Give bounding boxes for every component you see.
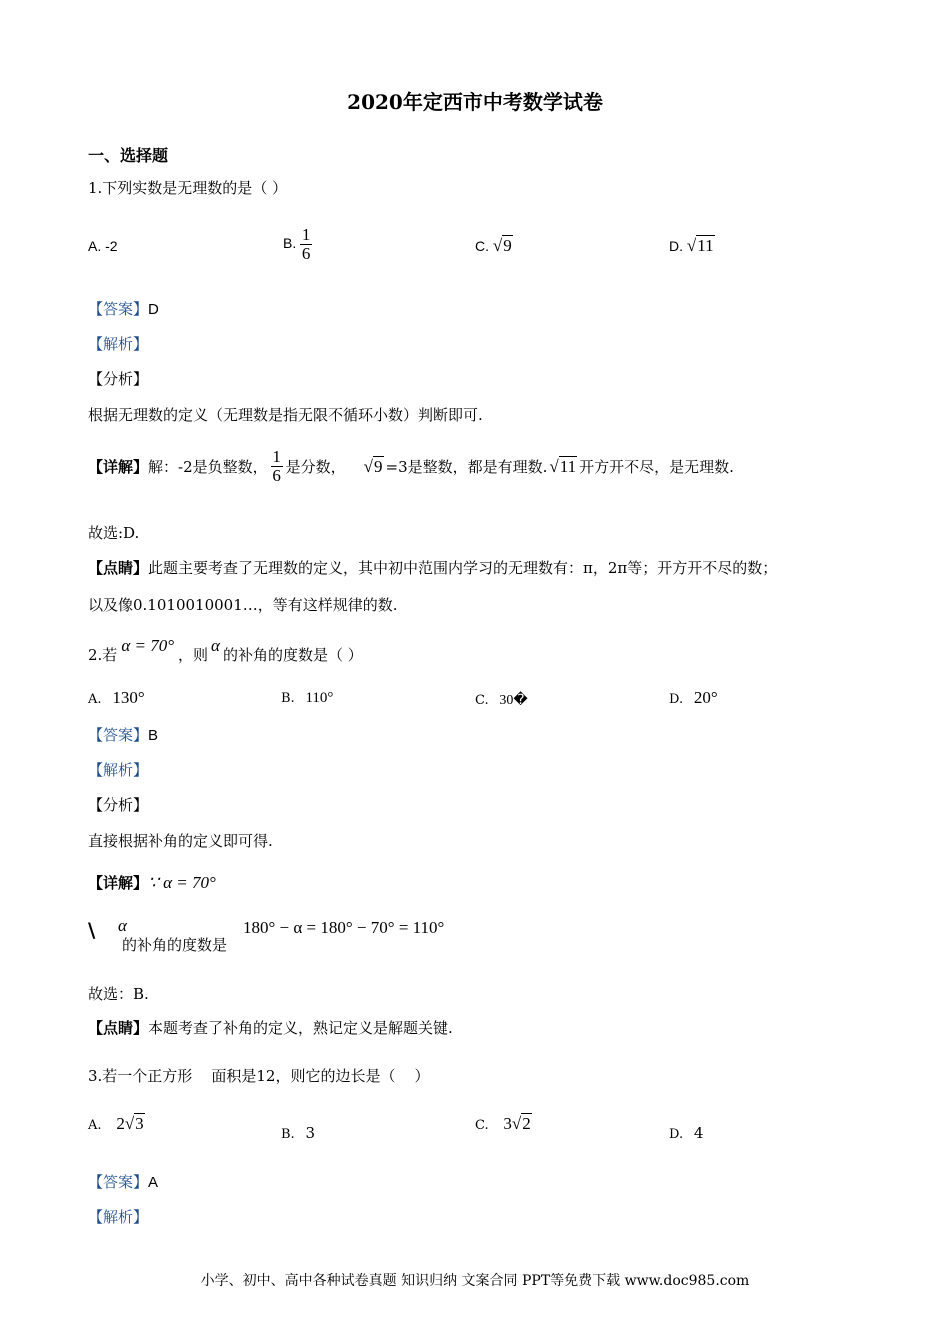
q1-point-line-2: 以及像0.1010010001…，等有这样规律的数. [88,596,398,614]
q2-stem-c: 的补角的度数是（ ） [222,646,363,664]
q3-answer [88,1171,158,1192]
q3-option-c-radicand: 2 [522,1114,531,1133]
q2-choose: 故选：B. [88,985,149,1003]
q1-option-b-fraction [300,226,312,263]
q3-option-c-value: 3√2 [503,1114,531,1133]
detail-text-2: 是分数， [285,458,346,476]
answer-tag: 【答案】 [88,727,149,744]
q2-option-a [88,688,145,708]
point-text-1: 此题主要考查了无理数的定义，其中初中范围内学习的无理数有：π，2π等；开方开不尽的数； [148,559,778,577]
q1-answer [88,298,159,319]
point-text: 本题考查了补角的定义，熟记定义是解题关键. [148,1019,453,1037]
detail-numerator: 1 [272,447,281,466]
q1-option-b-label: B. [283,235,297,252]
q2-stem-b: ，则 [178,646,209,664]
point-tag: 【点睛】 [88,559,149,577]
q1-option-d-label: D. [669,238,683,254]
q2-detail-text: 的补角的度数是 [122,936,228,954]
q2-option-c-label: C. [475,693,489,708]
q3-option-d [669,1124,703,1142]
q2-point [88,1017,453,1038]
detail-text-1: 解：-2是负整数， [148,458,268,476]
q1-option-c-radicand: 9 [503,236,512,255]
q2-alpha: α [118,916,127,935]
q1-stem: 1.下列实数是无理数的是（ ） [88,179,288,197]
q2-fenxi-text: 直接根据补角的定义即可得. [88,832,273,850]
q3-option-c-coef: 3 [503,1114,512,1133]
q2-analysis-tag: 【解析】 [88,762,149,779]
therefore-symbol: \ [88,918,96,942]
detail-radicand-2: 11 [559,456,577,476]
detail-text-3: =3是整数，都是有理数. [385,458,548,476]
q2-option-b-label: B. [281,691,295,706]
q3-option-c [475,1114,532,1134]
detail-radicand-1: 9 [374,456,383,476]
q1-fenxi-text: 根据无理数的定义（无理数是指无限不循环小数）判断即可. [88,406,483,424]
section-heading: 一、选择题 [88,146,169,165]
q2-option-b-value: 110° [305,690,334,706]
q1-analysis-tag: 【解析】 [88,336,149,353]
detail-tag: 【详解】 [88,458,149,476]
q1-option-c-label: C. [475,238,489,254]
q2-stem-a: 2.若 [88,646,118,664]
q2-stem-math: α = 70° [121,636,175,655]
q3-option-a-radicand: 3 [135,1114,144,1133]
q2-calc: 180° − α = 180° − 70° = 110° [243,918,445,937]
answer-tag: 【答案】 [88,301,149,318]
q2-answer [88,724,158,745]
q2-option-c-value: 30� [499,693,528,708]
q3-option-b [281,1124,315,1142]
q3-stem: 3.若一个正方形 面积是12，则它的边长是（ ） [88,1067,430,1085]
q1-option-b-numerator: 1 [301,225,311,244]
detail-tag: 【详解】 [88,874,149,892]
q3-option-b-label: B. [281,1127,295,1142]
detail-math: ∵ α = 70° [148,872,216,892]
page-footer: 小学、初中、高中各种试卷真题 知识归纳 文案合同 PPT等免费下载 www.doc985.com [200,1273,750,1289]
detail-sqrt-2: √11 [549,456,577,476]
page-title: 2020年定西市中考数学试卷 [347,90,603,114]
q1-option-a: A. -2 [88,238,118,254]
q3-option-b-value: 3 [305,1124,316,1142]
q2-option-d-label: D. [669,692,684,707]
q1-option-c [475,236,513,256]
detail-text-4: 开方开不尽，是无理数. [579,458,734,476]
q2-option-a-label: A. [88,692,102,707]
q2-stem-alpha: α [211,636,220,655]
q2-stem [88,636,363,665]
q1-option-d [669,236,715,256]
q3-analysis-tag: 【解析】 [88,1209,149,1226]
q1-detail [88,448,734,485]
q2-option-d [669,688,718,708]
q2-detail [88,872,216,893]
answer-value: A [148,1174,159,1191]
q3-option-c-label: C. [475,1118,489,1133]
answer-value: D [148,301,159,318]
q1-option-d-sqrt: √11 [686,236,714,255]
q1-fenxi-tag: 【分析】 [88,370,149,388]
q1-option-b-denominator: 6 [301,244,311,263]
q1-option-c-sqrt: √9 [492,236,512,255]
q3-option-d-value: 4 [693,1124,704,1142]
q2-option-b [281,688,333,707]
detail-denominator: 6 [272,466,281,485]
q2-option-a-value: 130° [112,688,145,707]
q2-option-d-value: 20° [693,688,718,707]
q1-option-d-radicand: 11 [697,236,714,255]
q3-option-a-label: A. [88,1118,102,1133]
q3-option-a-value: 2√3 [116,1114,144,1133]
detail-sqrt-1: √9 [363,456,383,476]
q1-option-b [283,226,312,263]
q1-choose: 故选:D. [88,524,140,542]
q3-option-a [88,1114,145,1134]
q3-option-d-label: D. [669,1127,684,1142]
point-tag: 【点睛】 [88,1019,149,1037]
q2-option-c [475,690,528,709]
answer-value: B [148,727,159,744]
q2-fenxi-tag: 【分析】 [88,796,149,814]
detail-fraction [271,448,283,485]
answer-tag: 【答案】 [88,1174,149,1191]
q3-option-a-coef: 2 [116,1114,125,1133]
q1-point-line-1 [88,557,777,578]
